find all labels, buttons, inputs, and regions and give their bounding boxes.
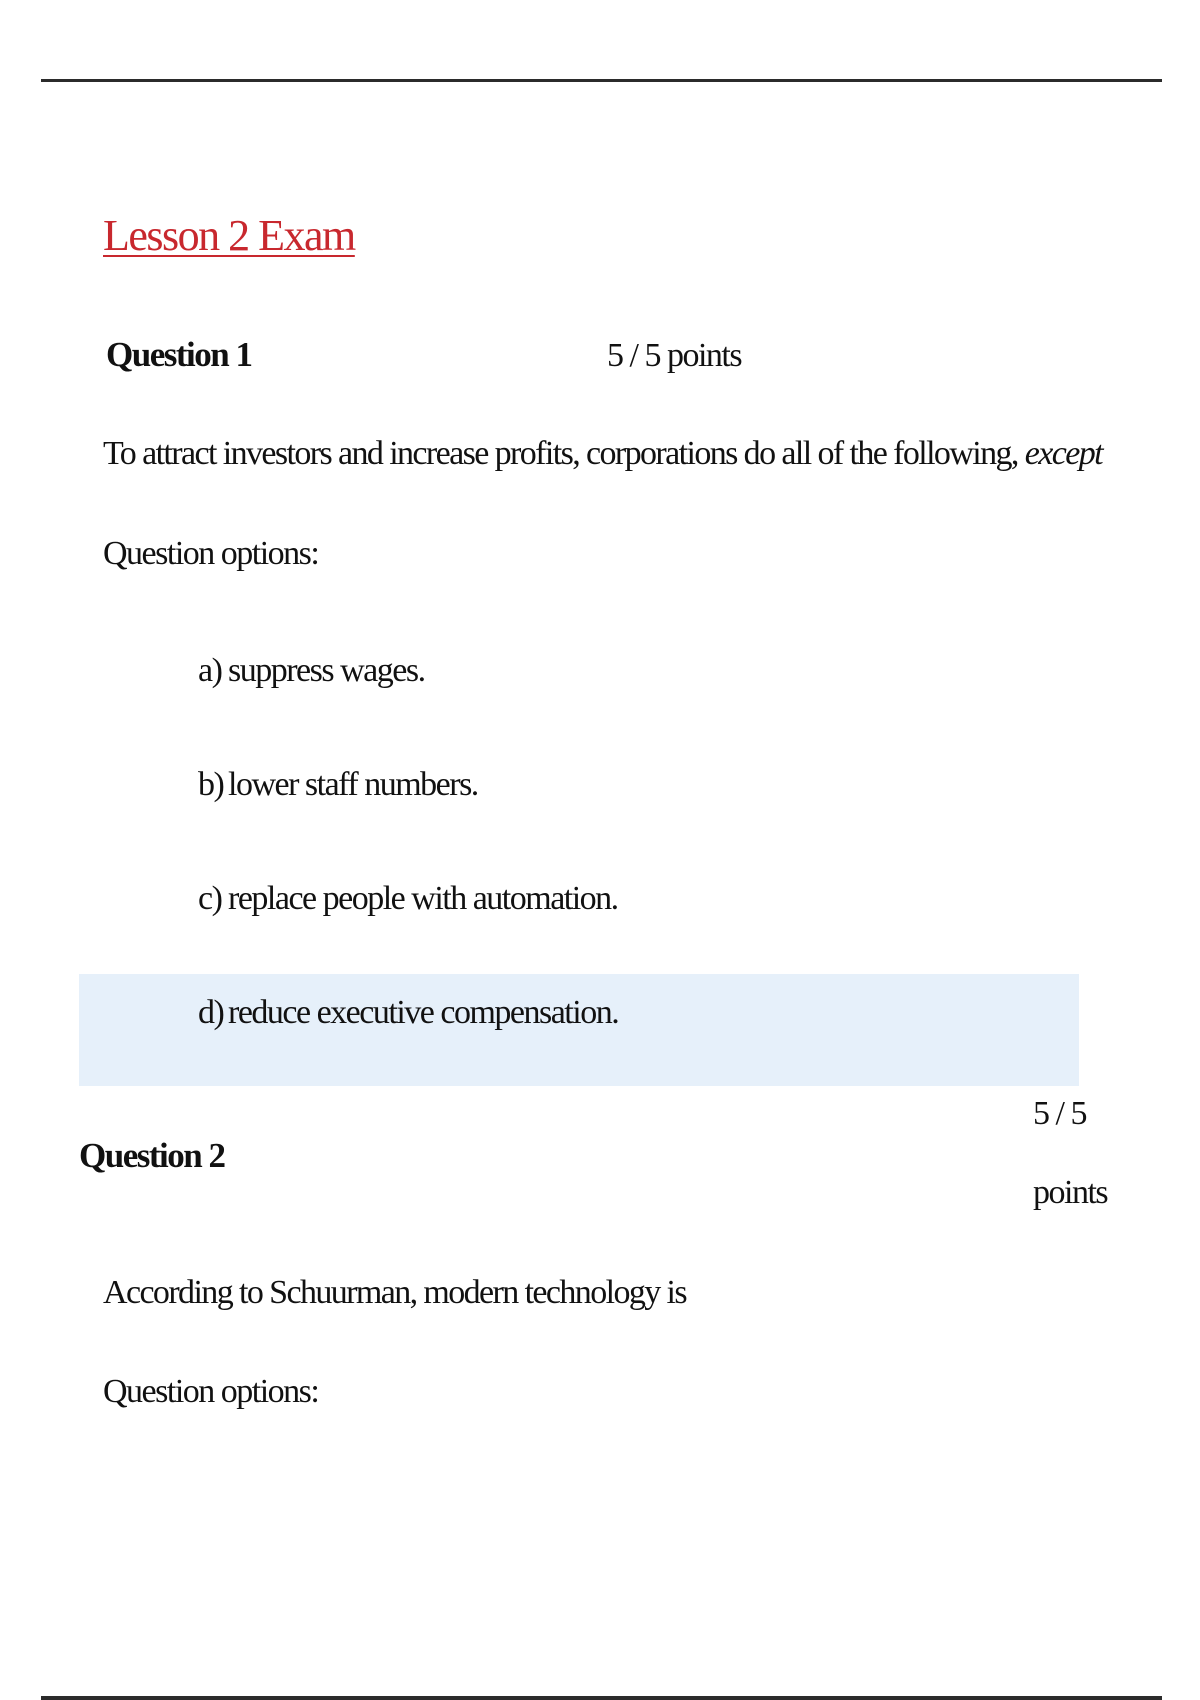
question-1-options-label: Question options: — [103, 535, 319, 572]
question-1-option-b[interactable] — [198, 766, 478, 804]
question-2-options-label: Question options: — [103, 1373, 319, 1410]
option-letter: a) — [198, 652, 222, 689]
page-title: Lesson 2 Exam — [103, 211, 355, 260]
option-letter: b) — [198, 766, 224, 803]
option-letter: d) — [198, 994, 224, 1031]
option-letter: c) — [198, 880, 222, 917]
option-text: suppress wages. — [228, 652, 425, 689]
question-2-text: According to Schuurman, modern technology is — [103, 1274, 687, 1311]
question-1-option-c[interactable] — [198, 880, 618, 918]
question-1-option-d[interactable] — [198, 994, 618, 1032]
question-2-label: Question 2 — [79, 1136, 225, 1175]
top-rule — [41, 79, 1162, 82]
question-1-option-a[interactable] — [198, 652, 425, 690]
option-text: lower staff numbers. — [228, 766, 478, 803]
question-1-text-emphasis: except — [1024, 435, 1102, 472]
option-text: reduce executive compensation. — [228, 994, 619, 1031]
question-2-points-value: 5 / 5 — [1033, 1095, 1086, 1132]
question-1-text-main: To attract investors and increase profits, corporations do all of the following, — [103, 435, 1018, 472]
bottom-rule — [41, 1696, 1162, 1700]
question-1-points: 5 / 5 points — [607, 337, 742, 374]
option-text: replace people with automation. — [228, 880, 618, 917]
question-1-text — [103, 435, 1102, 473]
question-1-label: Question 1 — [106, 335, 252, 374]
question-2-points-unit: points — [1033, 1174, 1108, 1211]
